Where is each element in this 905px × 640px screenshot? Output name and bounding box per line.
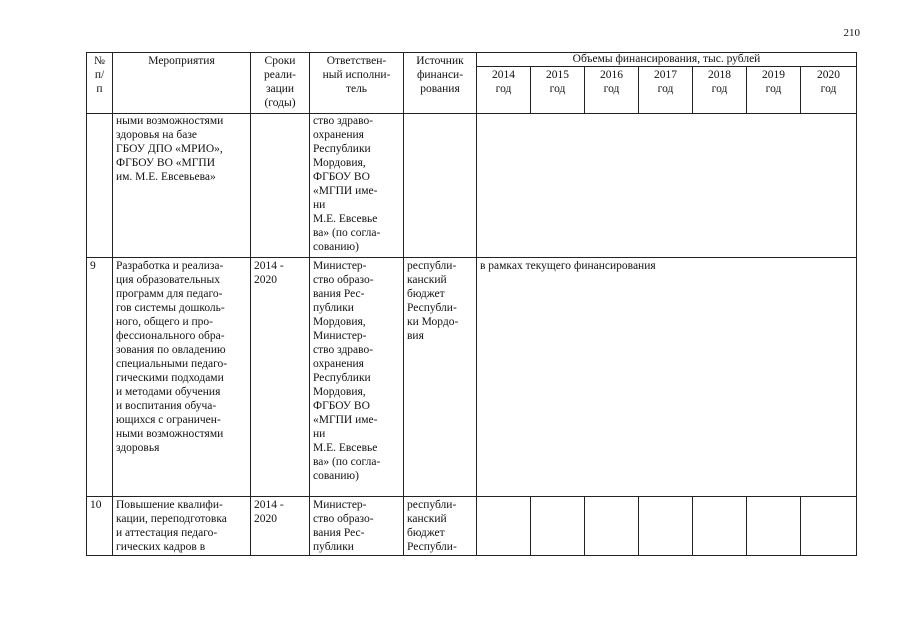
year-unit: год [711, 83, 728, 95]
year-label: 2019 [762, 69, 785, 81]
row-source [404, 114, 477, 258]
row-source: республи- канский бюджет Республи- [404, 497, 477, 556]
header-terms: Сроки реали- зации (годы) [251, 53, 310, 114]
row-activity: Разработка и реализа- ция образовательных программ для педаго- гов системы дошколь- ного, общего и про- фессионального обра- зования по овладению специальными педаго- гическими подходами и методами обучения и воспитания обуча- ющихся с ограничен- ными возможностями здоровья [113, 258, 251, 497]
year-label: 2018 [708, 69, 731, 81]
header-year-2015 [531, 67, 585, 114]
year-unit: год [765, 83, 782, 95]
year-label: 2014 [492, 69, 515, 81]
year-unit: год [549, 83, 566, 95]
header-responsible: Ответствен- ный исполни- тель [310, 53, 404, 114]
year-label: 2015 [546, 69, 569, 81]
row-terms: 2014 - 2020 [251, 497, 310, 556]
table-row [87, 497, 857, 556]
year-label: 2020 [817, 69, 840, 81]
header-activity: Мероприятия [113, 53, 251, 114]
header-year-2019 [747, 67, 801, 114]
year-unit: год [657, 83, 674, 95]
row-funding-2017 [639, 497, 693, 556]
table-row [87, 258, 857, 497]
year-label: 2016 [600, 69, 623, 81]
year-unit: год [820, 83, 837, 95]
row-activity: Повышение квалифи- кации, переподготовка и аттестация педаго- гических кадров в [113, 497, 251, 556]
header-year-2014 [477, 67, 531, 114]
row-funding: в рамках текущего финансирования [477, 258, 857, 497]
row-terms: 2014 - 2020 [251, 258, 310, 497]
header-year-2020 [801, 67, 857, 114]
year-unit: год [495, 83, 512, 95]
header-funding: Объемы финансирования, тыс. рублей [477, 53, 857, 67]
header-year-2017 [639, 67, 693, 114]
row-funding-2020 [801, 497, 857, 556]
year-unit: год [603, 83, 620, 95]
row-responsible: Министер- ство образо- вания Рес- публики [310, 497, 404, 556]
row-responsible: ство здраво- охранения Республики Мордовия, ФГБОУ ВО «МГПИ име- ни М.Е. Евсевье ва» (по согла- сованию) [310, 114, 404, 258]
table-row [87, 114, 857, 258]
row-num: 9 [87, 258, 113, 497]
page-number: 210 [843, 27, 860, 39]
header-year-2016 [585, 67, 639, 114]
header-num: № п/ п [87, 53, 113, 114]
row-num [87, 114, 113, 258]
header-source: Источник финанси- рования [404, 53, 477, 114]
row-funding-2016 [585, 497, 639, 556]
row-funding-2019 [747, 497, 801, 556]
row-responsible: Министер- ство образо- вания Рес- публики Мордовия, Министер- ство здраво- охранения Республики Мордовия, ФГБОУ ВО «МГПИ име- ни М.Е. Евсевье ва» (по согла- сованию) [310, 258, 404, 497]
row-source: республи- канский бюджет Республи- ки Мордо- вия [404, 258, 477, 497]
year-label: 2017 [654, 69, 677, 81]
row-funding-2018 [693, 497, 747, 556]
header-row-1 [87, 53, 857, 67]
row-funding-2015 [531, 497, 585, 556]
header-year-2018 [693, 67, 747, 114]
row-num: 10 [87, 497, 113, 556]
row-funding-2014 [477, 497, 531, 556]
row-funding [477, 114, 857, 258]
funding-plan-table [86, 52, 857, 556]
row-activity: ными возможностями здоровья на базе ГБОУ ДПО «МРИО», ФГБОУ ВО «МГПИ им. М.Е. Евсевьева» [113, 114, 251, 258]
row-terms [251, 114, 310, 258]
